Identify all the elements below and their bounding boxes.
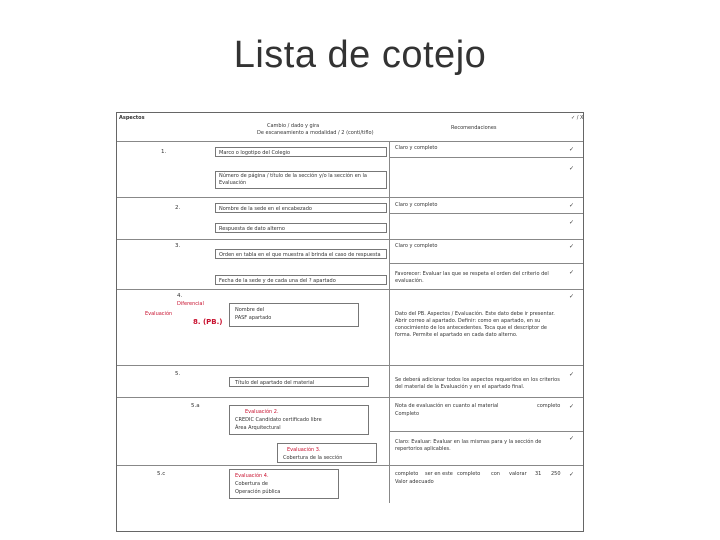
aspects-label: Aspectos <box>119 115 145 121</box>
sec5a-eval-label: Evaluación 2. <box>245 409 279 415</box>
sec5c-status-d: con <box>491 471 500 477</box>
row2-divider <box>389 213 583 214</box>
row1b-text: Número de página / título de la sección y/o la sección en la Evaluación <box>219 173 367 186</box>
row3-text: Orden en tabla en el que muestra al brinda el caso de respuesta <box>219 252 381 258</box>
page-title: Lista de cotejo <box>233 34 487 76</box>
row3-check-icon: ✓ <box>569 243 575 250</box>
sec5c-eval-label: Evaluación 4. <box>235 473 269 479</box>
sec5c-status-a: completo <box>395 471 419 477</box>
sec5c-number: 5.c <box>157 471 166 477</box>
row3b-check-icon: ✓ <box>569 269 575 276</box>
row1b-check-icon: ✓ <box>569 165 575 172</box>
row2b-text: Respuesta de dato alterno <box>219 226 285 232</box>
sec5c-status-f: 31 <box>535 471 542 477</box>
sec5c-status-g: 250 <box>551 471 561 477</box>
header-main-line2: De escaneamiento a modalidad / 2 (conti/tiflo) <box>257 130 374 136</box>
sec4-label-evaluation: Evaluación <box>145 311 173 317</box>
sec4-text2: PASF apartado <box>235 315 272 321</box>
row2b-divider <box>117 239 583 240</box>
sec5c-check-icon: ✓ <box>569 471 575 478</box>
sec5a-number: 5.a <box>191 403 200 409</box>
row1-check-icon: ✓ <box>569 146 575 153</box>
row1b-divider <box>117 197 583 198</box>
row3b-text: Fecha de la sede y de cada una del ? apartado <box>219 278 336 284</box>
sec5a-check-icon: ✓ <box>569 403 575 410</box>
sec5b-divider <box>117 465 583 466</box>
row2b-check-icon: ✓ <box>569 219 575 226</box>
row3-status: Claro y completo <box>395 243 438 249</box>
sec5c-status-h: Valor adecuado <box>395 479 434 485</box>
sec5a-line3: Área Arquitectural <box>235 425 281 431</box>
sec5a-status-mid: Completo <box>395 411 420 417</box>
checklist-sheet <box>116 112 584 532</box>
recommendations-column-divider <box>389 141 390 503</box>
header-recommendations: Recomendaciones <box>451 125 497 131</box>
sec5a-status-right: completo <box>537 403 561 409</box>
sec4-label-differential: Diferencial <box>177 301 204 307</box>
header-divider <box>117 141 583 142</box>
sec5c-line2: Cobertura de <box>235 481 268 487</box>
sec4-divider <box>117 365 583 366</box>
row1-status: Claro y completo <box>395 145 438 151</box>
sec5a-status-left: Nota de evaluación en cuanto al material <box>395 403 499 409</box>
sec5-number: 5. <box>175 371 181 377</box>
row3-divider <box>389 263 583 264</box>
row2-number: 2. <box>175 205 181 211</box>
sec5-check-icon: ✓ <box>569 371 575 378</box>
sec5b-check-icon: ✓ <box>569 435 575 442</box>
sec5c-line3: Operación pública <box>235 489 281 495</box>
sec5b-eval-label: Evaluación 3. <box>287 447 321 453</box>
header-main-line1: Cambio / dado y gira <box>267 123 320 129</box>
row1-divider <box>389 157 583 158</box>
check-column-header: ✓ / X <box>571 115 584 121</box>
sec4-check-icon: ✓ <box>569 293 575 300</box>
sec5-text: Título del apartado del material <box>235 380 315 386</box>
sec5b-note: Claro: Evaluar: Evaluar en las mismas para y la sección de repertorios aplicables. <box>395 439 542 452</box>
sec4-number: 4. <box>177 293 183 299</box>
sec5c-status-c: completo <box>457 471 481 477</box>
sec5b-line2: Cobertura de la sección <box>283 455 343 461</box>
row2-status: Claro y completo <box>395 202 438 208</box>
row3-number: 3. <box>175 243 181 249</box>
row2-check-icon: ✓ <box>569 202 575 209</box>
sec5-note: Se deberá adicionar todos los aspectos requeridos en los criterios del material de la Evaluación y en el apartado final. <box>395 377 560 390</box>
row1-text: Marco o logotipo del Colegio <box>219 150 291 156</box>
sec5a-divider <box>389 431 583 432</box>
sec5c-status-b: ser en este <box>425 471 453 477</box>
sec5-divider <box>117 397 583 398</box>
sec4-score: 8. (PB.) <box>193 318 223 326</box>
row1-number: 1. <box>161 149 167 155</box>
sec5a-line2: CREDIC Candidato certificado libre <box>235 417 322 423</box>
sec4-note: Dato del PB. Aspectos / Evaluación. Este dato debe ir presentar. Abrir correo al apartado. Definir: como en apartado, en su conocimiento de los antecedentes. Toca que el descriptor de forma. Permite el apartado en cada dato alterno. <box>395 311 555 338</box>
row3b-status: Favorecer: Evaluar las que se respeta el orden del criterio del evaluación. <box>395 271 549 284</box>
row2-text: Nombre de la sede en el encabezado <box>219 206 312 212</box>
sec5c-status-e: valorar <box>509 471 527 477</box>
sec4-text1: Nombre del <box>235 307 265 313</box>
row3b-divider <box>117 289 583 290</box>
